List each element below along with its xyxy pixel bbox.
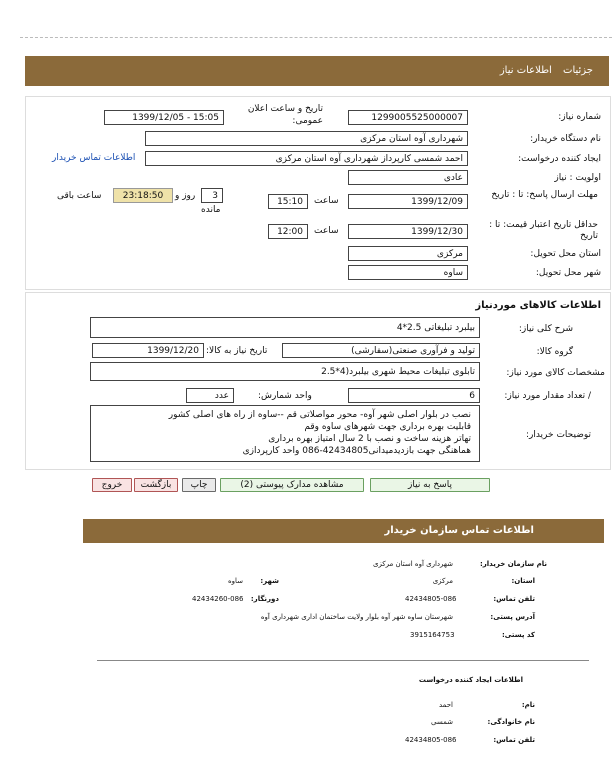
reply-button[interactable]: پاسخ به نیاز: [370, 478, 490, 492]
validity-time-field: 12:00: [268, 224, 308, 239]
contact-address-value: شهرستان ساوه شهر آوه بلوار ولایت ساختمان اداری شهرداری آوه: [260, 613, 453, 621]
buyer-note-line: قابلیت بهره برداری جهت شهرهای ساوه وقم: [304, 422, 471, 432]
creator-field: احمد شمسی کارپرداز شهرداری آوه استان مرکزی: [145, 151, 468, 166]
breadcrumb-details[interactable]: جزئیات: [563, 65, 593, 76]
postal-code-label: کد پستی:: [501, 631, 535, 639]
days-label: روز و: [175, 191, 196, 201]
print-button[interactable]: چاپ: [182, 478, 216, 492]
goods-desc-label: شرح کلی نیاز:: [518, 324, 573, 334]
creator-info-title: اطلاعات ایجاد کننده درخواست: [418, 676, 523, 684]
contact-province-value: مرکزی: [432, 577, 453, 585]
quantity-label: / تعداد مقدار مورد نیاز:: [504, 391, 591, 401]
buyer-note-line: تهاتر هزینه ساخت و نصب با 2 سال امتیاز بهره برداری: [268, 434, 471, 444]
org-name-label: نام سازمان خریدار:: [479, 560, 547, 568]
priority-field: عادی: [348, 170, 468, 185]
buyer-note-line: هماهنگی جهت بازدیدمیدانی42434805-086 واحد کارپردازی: [242, 446, 471, 456]
buyer-contact-header: [83, 519, 604, 543]
deadline-label: مهلت ارسال پاسخ: تا : تاریخ: [491, 190, 598, 200]
validity-label: حداقل تاریخ اعتبار قیمت: تا : تاریخ: [489, 220, 598, 241]
buyer-org-field: شهرداری آوه استان مرکزی: [145, 131, 468, 146]
creator-name-label: نام:: [521, 701, 535, 709]
breadcrumb: [492, 65, 593, 76]
validity-date-field: 1399/12/30: [348, 224, 468, 239]
delivery-city-field: ساوه: [348, 265, 468, 280]
section-divider: [97, 660, 589, 661]
need-date-label: تاریخ نیاز به کالا:: [206, 346, 268, 356]
buyer-notes-box: [90, 405, 480, 462]
buyer-contact-link[interactable]: اطلاعات تماس خریدار: [52, 153, 136, 163]
org-name-value: شهرداری آوه استان مرکزی: [372, 560, 453, 568]
contact-city-label: شهر:: [260, 577, 279, 585]
deadline-date-field: 1399/12/09: [348, 194, 468, 209]
validity-time-label: ساعت: [314, 226, 339, 236]
contact-fax-label: دورنگار:: [250, 595, 279, 603]
deadline-time-label: ساعت: [314, 196, 339, 206]
unit-field: عدد: [186, 388, 234, 403]
postal-code-value: 3915164753: [410, 631, 455, 639]
top-divider: [20, 37, 612, 38]
creator-family-label: نام خانوادگی:: [487, 718, 535, 726]
creator-phone-label: تلفن تماس:: [493, 736, 535, 744]
days-left-field: 3: [201, 188, 223, 203]
breadcrumb-need-info[interactable]: اطلاعات نیاز: [499, 65, 552, 76]
announce-date-field: 1399/12/05 - 15:05: [104, 110, 224, 125]
view-attachments-button[interactable]: مشاهده مدارک پیوستی (2): [220, 478, 364, 492]
need-number-label: شماره نیاز:: [558, 112, 601, 122]
contact-phone-label: تلفن تماس:: [493, 595, 535, 603]
contact-address-label: آدرس پستی:: [490, 613, 535, 621]
creator-family-value: شمسی: [431, 718, 453, 726]
quantity-field: 6: [348, 388, 480, 403]
buyer-notes-label: توضیحات خریدار:: [525, 430, 591, 440]
buyer-note-line: نصب در بلوار اصلی شهر آوه- محور مواصلاتی قم --ساوه از راه های اصلی کشور: [168, 410, 471, 420]
contact-fax-value: 42434260-086: [192, 595, 244, 603]
goods-title: اطلاعات کالاهای موردنیاز: [475, 300, 601, 311]
buyer-org-label: نام دستگاه خریدار:: [530, 134, 601, 144]
contact-phone-value: 42434805-086: [405, 595, 457, 603]
priority-label: اولویت : نیاز: [554, 173, 601, 183]
buyer-contact-title: اطلاعات تماس سازمان خریدار: [384, 525, 534, 536]
countdown-timer: 23:18:50: [113, 188, 173, 203]
delivery-province-field: مرکزی: [348, 246, 468, 261]
hours-left-label: ساعت باقی: [57, 191, 102, 201]
goods-group-field: تولید و فرآوری صنعتی(سفارشی): [282, 343, 480, 358]
remaining-label: مانده: [201, 205, 221, 215]
goods-desc-field: بیلبرد تبلیغاتی 2.5*4: [90, 317, 480, 338]
exit-button[interactable]: خروج: [92, 478, 132, 492]
goods-spec-label: مشخصات کالای مورد نیاز:: [506, 368, 605, 378]
unit-label: واحد شمارش:: [258, 391, 312, 401]
goods-group-label: گروه کالا:: [536, 347, 573, 357]
creator-phone-value: 42434805-086: [405, 736, 457, 744]
need-date-field: 1399/12/20: [92, 343, 204, 358]
creator-name-value: احمد: [439, 701, 453, 709]
delivery-province-label: استان محل تحویل:: [530, 249, 601, 259]
contact-city-value: ساوه: [227, 577, 243, 585]
back-button[interactable]: بازگشت: [134, 478, 178, 492]
creator-label: ایجاد کننده درخواست:: [518, 154, 601, 164]
deadline-time-field: 15:10: [268, 194, 308, 209]
page-header: [25, 56, 609, 86]
contact-province-label: استان:: [511, 577, 535, 585]
need-number-field: 1299005525000007: [348, 110, 468, 125]
announce-date-label: تاریخ و ساعت اعلان عمومی:: [247, 104, 323, 126]
delivery-city-label: شهر محل تحویل:: [535, 268, 601, 278]
goods-spec-field: تابلوی تبلیغات محیط شهری بیلبرد(4*2.5: [90, 362, 480, 381]
